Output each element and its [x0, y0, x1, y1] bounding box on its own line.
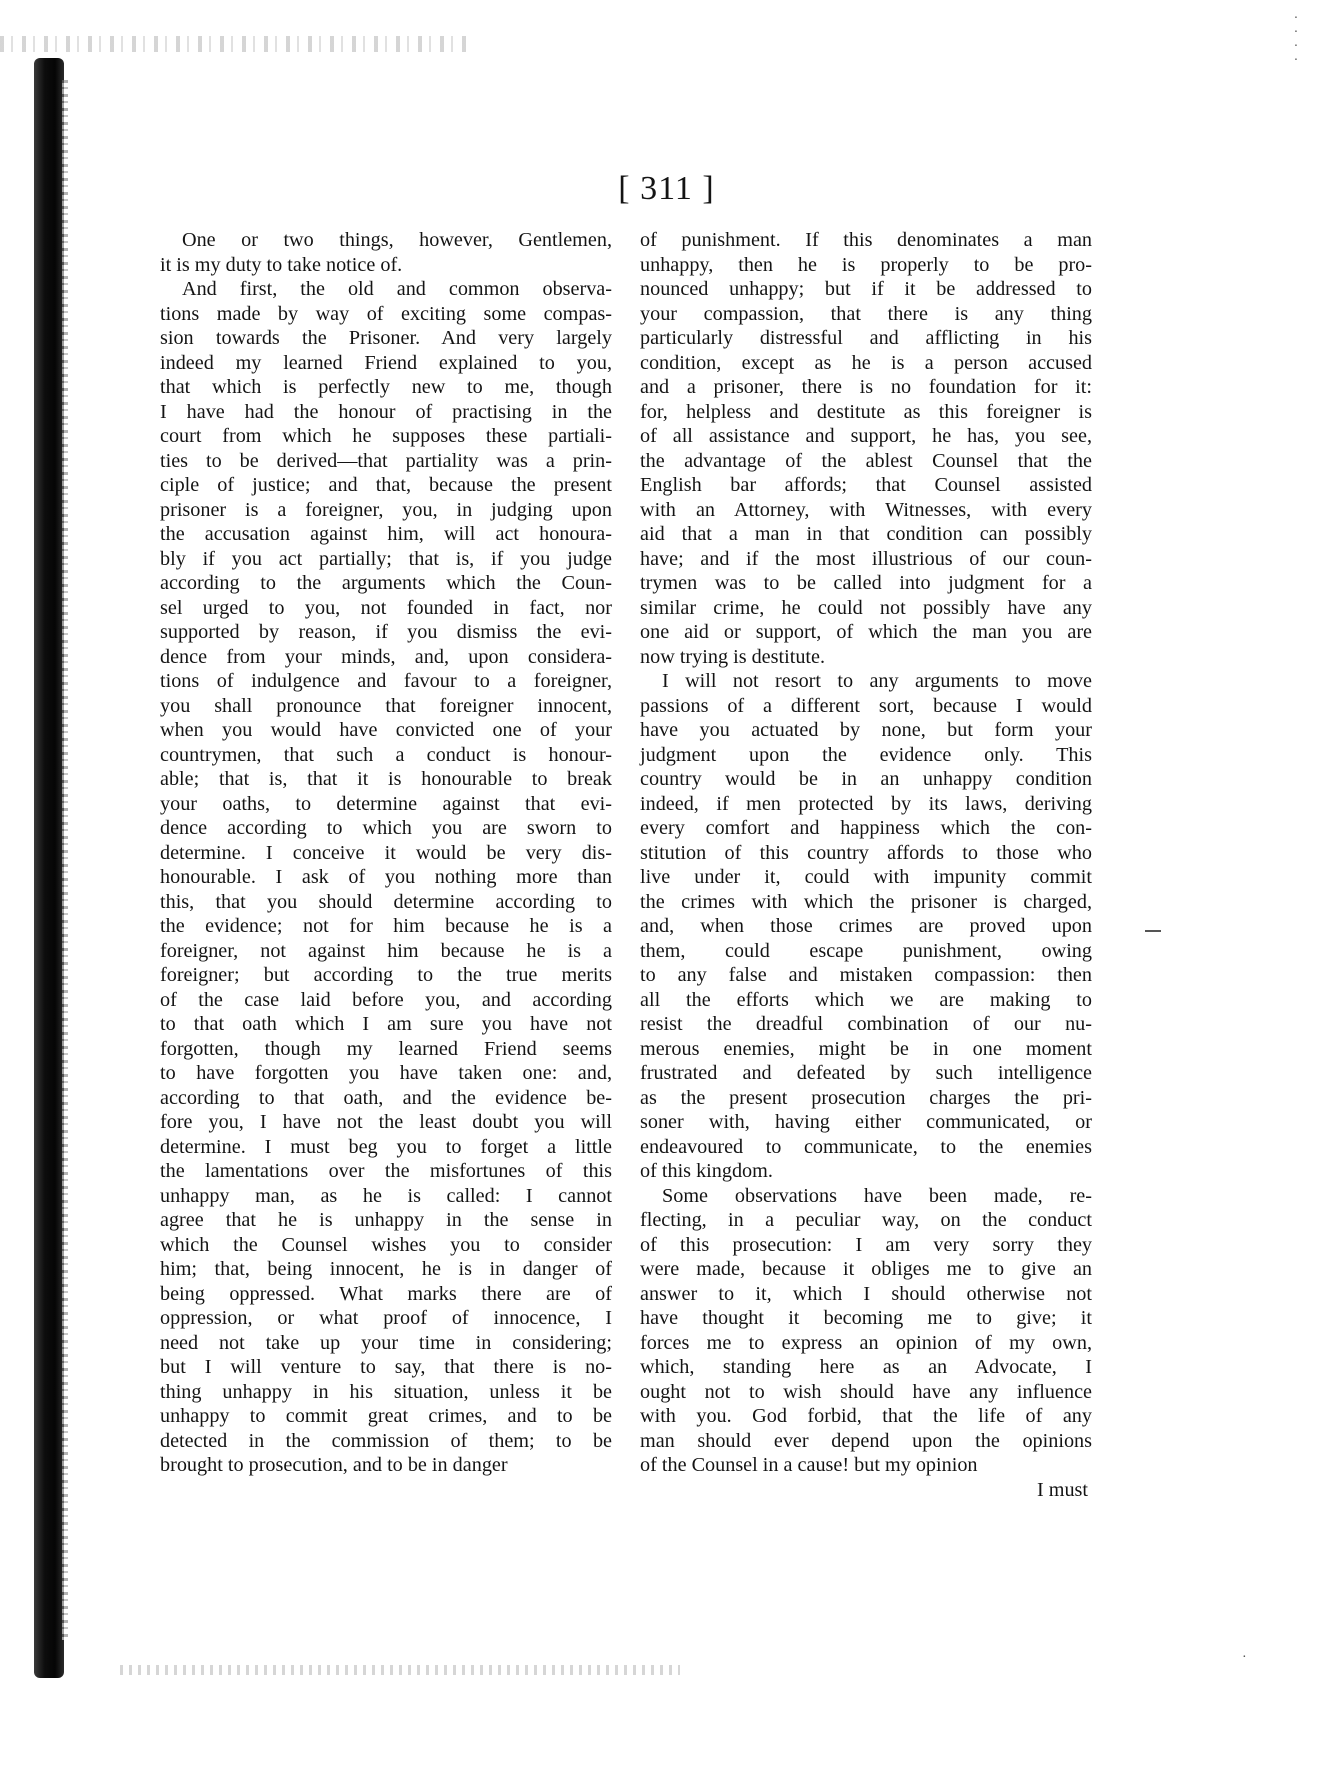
- text-line: judgment upon the evidence only. This: [640, 743, 1092, 766]
- text-line: English bar affords; that Counsel assisted: [640, 474, 1092, 496]
- scan-smudge-bottom: [120, 1665, 680, 1675]
- text-line: bly if you act partially; that is, if you judge: [160, 547, 612, 570]
- text-line: soner with, having either communicated, or: [640, 1111, 1092, 1133]
- text-line: one aid or support, of which the man you are: [640, 621, 1092, 643]
- text-line: detected in the commission of them; to be: [160, 1429, 612, 1452]
- text-line: him; that, being innocent, he is in danger of: [160, 1258, 612, 1280]
- paragraph: [640, 1184, 1092, 1478]
- text-line: tions made by way of exciting some compas-: [160, 302, 612, 325]
- text-line: passions of a different sort, because I would: [640, 694, 1092, 717]
- paragraph: [640, 228, 1092, 669]
- text-line: brought to prosecution, and to be in danger: [160, 1454, 508, 1476]
- text-line: nounced unhappy; but if it be addressed to: [640, 278, 1092, 300]
- text-line: of this prosecution: I am very sorry they: [640, 1233, 1092, 1256]
- text-line: of punishment. If this denominates a man: [640, 229, 1092, 251]
- text-line: oppression, or what proof of innocence, I: [160, 1307, 612, 1329]
- text-line: sel urged to you, not founded in fact, nor: [160, 596, 612, 619]
- text-line: foreigner, not against him because he is a: [160, 939, 612, 962]
- text-line: you shall pronounce that foreigner innocent,: [160, 694, 612, 717]
- text-line: indeed, if men protected by its laws, deriving: [640, 792, 1092, 815]
- text-line: the crimes with which the prisoner is charged,: [640, 890, 1092, 913]
- text-line: this, that you should determine according to: [160, 890, 612, 913]
- text-line: forgotten, though my learned Friend seems: [160, 1037, 612, 1060]
- text-line: have you actuated by none, but form your: [640, 719, 1092, 741]
- margin-mark: ·: [1293, 39, 1299, 54]
- text-line: with an Attorney, with Witnesses, with every: [640, 498, 1092, 521]
- text-line: of all assistance and support, he has, you see,: [640, 425, 1092, 447]
- text-line: tions of indulgence and favour to a foreigner,: [160, 670, 612, 692]
- text-line: dence from your minds, and, upon considera-: [160, 645, 612, 668]
- text-line: aid that a man in that condition can possibly: [640, 523, 1092, 545]
- text-line: when you would have convicted one of your: [160, 719, 612, 741]
- text-line: every comfort and happiness which the con-: [640, 817, 1092, 839]
- right-text-column: [640, 228, 1092, 1502]
- text-line: being oppressed. What marks there are of: [160, 1282, 612, 1305]
- text-line: court from which he supposes these partiali-: [160, 425, 612, 447]
- text-line: for, helpless and destitute as this foreigner is: [640, 400, 1092, 423]
- text-line: according to that oath, and the evidence be-: [160, 1086, 612, 1109]
- page-number: [ 311 ]: [618, 170, 715, 207]
- text-line: thing unhappy in his situation, unless it be: [160, 1380, 612, 1403]
- paragraph: [160, 277, 612, 1478]
- text-line: determine. I must beg you to forget a little: [160, 1135, 612, 1158]
- text-line: unhappy to commit great crimes, and to be: [160, 1405, 612, 1427]
- text-line: as the present prosecution charges the pri-: [640, 1086, 1092, 1109]
- text-line: the advantage of the ablest Counsel that the: [640, 449, 1092, 472]
- paragraph: [160, 228, 612, 277]
- text-line: and a prisoner, there is no foundation for it:: [640, 376, 1092, 398]
- text-line: were made, because it obliges me to give an: [640, 1258, 1092, 1280]
- margin-mark: ·: [1293, 25, 1299, 40]
- text-line: man should ever depend upon the opinions: [640, 1429, 1092, 1452]
- scan-smudge-top: [0, 36, 470, 52]
- text-line: indeed my learned Friend explained to you,: [160, 351, 612, 374]
- text-line: to any false and mistaken compassion: then: [640, 964, 1092, 986]
- text-line: but I will venture to say, that there is no-: [160, 1356, 612, 1378]
- text-line: to that oath which I am sure you have not: [160, 1013, 612, 1035]
- page-gutter-edge: [62, 80, 68, 1640]
- text-line: honourable. I ask of you nothing more than: [160, 866, 612, 888]
- margin-mark: ·: [1293, 11, 1299, 26]
- left-text-column: [160, 228, 612, 1478]
- text-line: which, standing here as an Advocate, I: [640, 1356, 1092, 1378]
- text-line: frustrated and defeated by such intelligence: [640, 1062, 1092, 1084]
- bottom-margin-mark: ·: [1242, 1650, 1247, 1665]
- text-line: it is my duty to take notice of.: [160, 253, 403, 276]
- text-line: forces me to express an opinion of my own,: [640, 1331, 1092, 1354]
- text-line: of this kingdom.: [640, 1160, 773, 1182]
- text-line: need not take up your time in considering;: [160, 1331, 612, 1354]
- paragraph: [640, 669, 1092, 1184]
- text-line: the accusation against him, will act honoura-: [160, 523, 612, 545]
- text-line: agree that he is unhappy in the sense in: [160, 1209, 612, 1231]
- text-line: similar crime, he could not possibly have any: [640, 596, 1092, 619]
- text-line: to have forgotten you have taken one: and,: [160, 1062, 612, 1084]
- text-line: sion towards the Prisoner. And very largely: [160, 327, 612, 349]
- text-line: foreigner; but according to the true merits: [160, 964, 612, 986]
- text-line: have thought it becoming me to give; it: [640, 1307, 1092, 1329]
- text-line: unhappy, then he is properly to be pro-: [640, 253, 1092, 276]
- text-line: able; that is, that it is honourable to break: [160, 768, 612, 790]
- text-line: answer to it, which I should otherwise not: [640, 1282, 1092, 1305]
- text-line: Some observations have been made, re-: [662, 1184, 1092, 1207]
- text-line: have; and if the most illustrious of our coun-: [640, 547, 1092, 570]
- text-line: particularly distressful and afflicting in his: [640, 327, 1092, 349]
- text-line: live under it, could with impunity commit: [640, 866, 1092, 888]
- text-line: according to the arguments which the Coun-: [160, 572, 612, 594]
- catchword: I must: [1036, 1478, 1088, 1501]
- text-line: of the case laid before you, and according: [160, 988, 612, 1011]
- text-line: I have had the honour of practising in the: [160, 400, 612, 423]
- text-line: ciple of justice; and that, because the present: [160, 474, 612, 496]
- text-line: prisoner is a foreigner, you, in judging upon: [160, 498, 612, 521]
- text-line: supported by reason, if you dismiss the evi-: [160, 621, 612, 643]
- text-line: determine. I conceive it would be very dis-: [160, 841, 612, 864]
- text-line: stitution of this country affords to those who: [640, 841, 1092, 864]
- text-line: trymen was to be called into judgment for a: [640, 572, 1092, 594]
- text-line: dence according to which you are sworn to: [160, 817, 612, 839]
- text-line: resist the dreadful combination of our nu-: [640, 1013, 1092, 1035]
- text-line: condition, except as he is a person accused: [640, 351, 1092, 374]
- text-line: the evidence; not for him because he is a: [160, 915, 612, 937]
- text-line: ties to be derived—that partiality was a prin-: [160, 449, 612, 472]
- text-line: with you. God forbid, that the life of any: [640, 1405, 1092, 1427]
- text-line: countrymen, that such a conduct is honour-: [160, 743, 612, 766]
- text-line: of the Counsel in a cause! but my opinion: [640, 1454, 978, 1476]
- margin-dash: [1145, 930, 1161, 932]
- text-line: now trying is destitute.: [640, 645, 826, 668]
- text-line: country would be in an unhappy condition: [640, 768, 1092, 790]
- text-line: ought not to wish should have any influence: [640, 1380, 1092, 1403]
- text-line: and, when those crimes are proved upon: [640, 915, 1092, 937]
- text-line: which the Counsel wishes you to consider: [160, 1233, 612, 1256]
- text-line: that which is perfectly new to me, though: [160, 376, 612, 398]
- book-spine-shadow: [34, 58, 64, 1678]
- text-line: And first, the old and common observa-: [182, 278, 612, 300]
- text-line: unhappy man, as he is called: I cannot: [160, 1184, 612, 1207]
- margin-mark: ·: [1293, 53, 1299, 68]
- margin-marks: [1289, 12, 1303, 82]
- text-line: the lamentations over the misfortunes of this: [160, 1160, 612, 1182]
- text-line: endeavoured to communicate, to the enemies: [640, 1135, 1092, 1158]
- text-line: merous enemies, might be in one moment: [640, 1037, 1092, 1060]
- text-line: fore you, I have not the least doubt you will: [160, 1111, 612, 1133]
- text-line: your compassion, that there is any thing: [640, 302, 1092, 325]
- text-line: One or two things, however, Gentlemen,: [182, 229, 612, 251]
- text-line: I will not resort to any arguments to move: [662, 670, 1092, 692]
- text-line: flecting, in a peculiar way, on the conduct: [640, 1209, 1092, 1231]
- text-line: your oaths, to determine against that evi-: [160, 792, 612, 815]
- text-line: all the efforts which we are making to: [640, 988, 1092, 1011]
- text-line: them, could escape punishment, owing: [640, 939, 1092, 962]
